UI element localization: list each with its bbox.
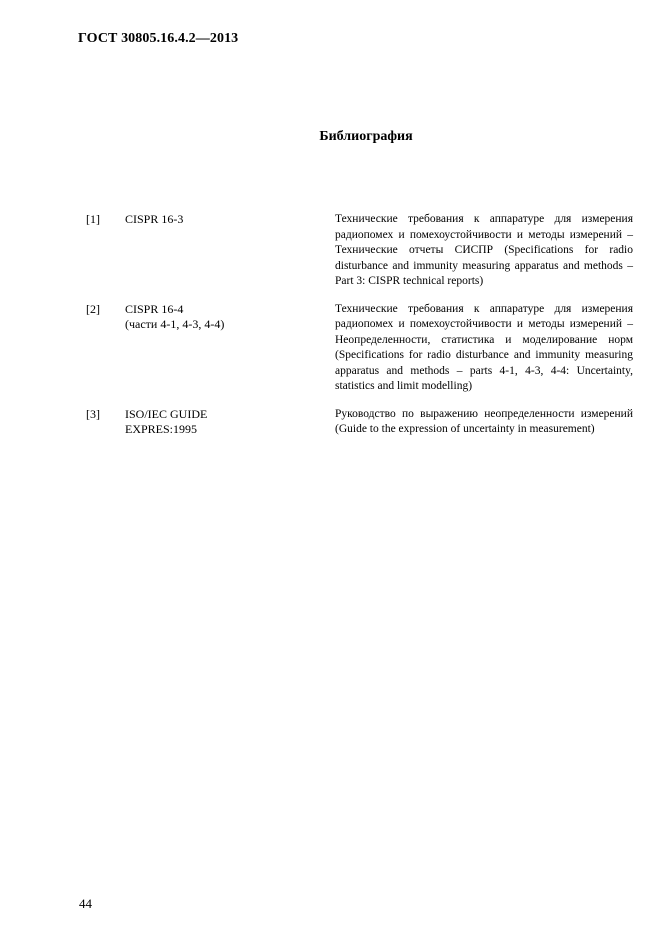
page-number: 44 bbox=[79, 896, 92, 911]
entry-reference: CISPR 16-4 (части 4-1, 4-3, 4-4) bbox=[125, 301, 225, 331]
entry-description: Технические требования к аппаратуре для измерения радиопомех и помехоустойчивости и методы измерений – Неопределенности, статистика и моделирование норм (Specifications for radio disturbance and immunity measuring apparatus and methods – parts 4-1, 4-3, 4-4: Uncertainty, statistics and limit modelling) bbox=[335, 302, 633, 392]
entry-description: Технические требования к аппаратуре для измерения радиопомех и помехоустойчивости и методы измерений – Технические отчеты СИСПР (Specifications for radio disturbance and immunity measuring apparatus and methods – Part 3: CISPR technical reports) bbox=[335, 213, 633, 287]
entry-reference: CISPR 16-3 bbox=[125, 212, 184, 226]
document-header: ГОСТ 30805.16.4.2—2013 bbox=[78, 31, 239, 46]
section-title: Библиография bbox=[319, 129, 413, 144]
bibliography-entry bbox=[86, 212, 634, 290]
entry-reference: ISO/IEC GUIDE EXPRES:1995 bbox=[125, 406, 208, 436]
bibliography-entry bbox=[86, 407, 634, 438]
entry-number: [1] bbox=[86, 212, 100, 226]
entry-number: [3] bbox=[86, 406, 100, 421]
entry-number: [2] bbox=[86, 301, 100, 316]
bibliography-list bbox=[86, 212, 634, 450]
bibliography-entry bbox=[86, 302, 634, 395]
entry-description: Руководство по выражению неопределенности измерений (Guide to the expression of uncertainty in measurement) bbox=[335, 407, 633, 435]
